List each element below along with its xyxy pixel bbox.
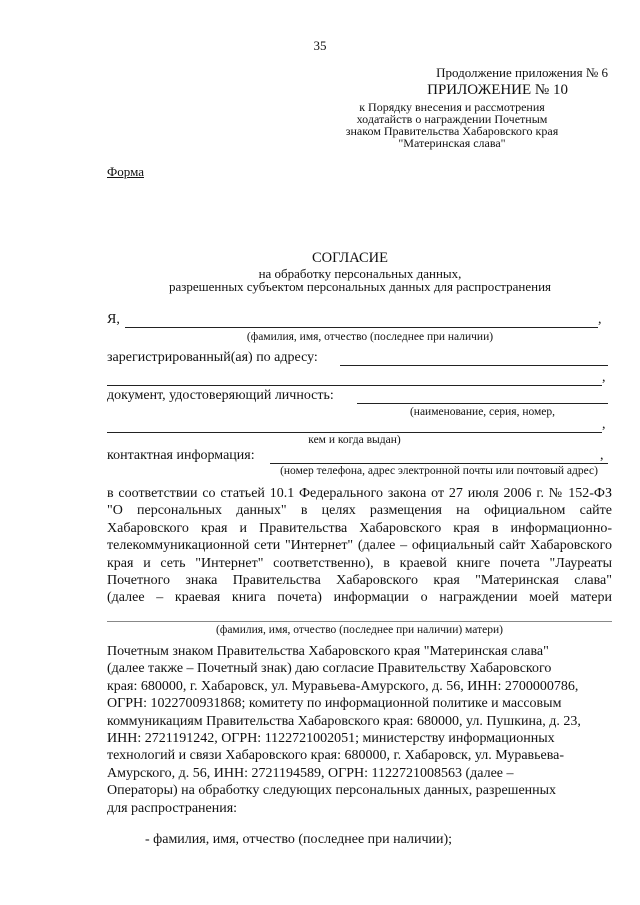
- paragraph-line: края: 680000, г. Хабаровск, ул. Муравьева-Амурского, д. 56, ИНН: 2700000786,: [107, 678, 579, 694]
- paragraph-line: ИНН: 2721191242, ОГРН: 1122721002051; министерству информационных: [107, 731, 555, 747]
- contact-hint: (номер телефона, адрес электронной почты или почтовый адрес): [280, 465, 598, 477]
- paragraph-line: (далее – краевая книга почета) информации о награждении моей матери: [107, 590, 612, 606]
- paragraph-line: Почетного знака Правительства Хабаровского края "Материнская слава": [107, 573, 612, 589]
- contact-label: контактная информация:: [107, 448, 255, 463]
- paragraph-line: края и сеть "Интернет" соответственно), в краевой книге почета "Лауреаты: [107, 555, 612, 571]
- consent-paragraph-1: [107, 485, 612, 607]
- address-field[interactable]: [340, 365, 608, 366]
- document-hint-issued: кем и когда выдан): [308, 434, 401, 446]
- paragraph-line: Операторы) на обработку следующих персональных данных, разрешенных: [107, 783, 557, 799]
- comma: ,: [600, 448, 604, 463]
- paragraph-line: для распространения:: [107, 800, 238, 816]
- address-field-line2[interactable]: [107, 385, 602, 386]
- appendix-subtitle-line: ходатайств о награждении Почетным: [356, 112, 548, 126]
- fio-field[interactable]: [125, 327, 598, 328]
- comma: ,: [598, 312, 602, 327]
- document-title: СОГЛАСИЕ: [311, 250, 389, 266]
- contact-field[interactable]: [270, 463, 608, 464]
- fio-hint: (фамилия, имя, отчество (последнее при наличии): [246, 331, 494, 343]
- consent-paragraph-2: [107, 643, 612, 817]
- document-label: документ, удостоверяющий личность:: [107, 388, 334, 403]
- paragraph-line: Хабаровского края и Правительства Хабаровского края в информационно-: [107, 520, 612, 536]
- mother-name-hint: (фамилия, имя, отчество (последнее при наличии) матери): [216, 624, 503, 636]
- document-hint: (наименование, серия, номер,: [409, 406, 556, 418]
- document-field-line2[interactable]: [107, 432, 602, 433]
- paragraph-line: коммуникациям Правительства Хабаровского края: 680000, ул. Пушкина, д. 23,: [107, 713, 581, 729]
- paragraph-line: "О персональных данных" в целях размещения на официальном сайте: [107, 503, 612, 519]
- continuation-note: Продолжение приложения № 6: [436, 65, 608, 80]
- paragraph-line: в соответствии со статьей 10.1 Федерального закона от 27 июля 2006 г. № 152-ФЗ: [107, 486, 612, 501]
- form-label: Форма: [107, 164, 144, 179]
- i-label: Я,: [107, 312, 120, 327]
- paragraph-line: Амурского, д. 56, ИНН: 2721194589, ОГРН: 1122721008563 (далее –: [107, 765, 514, 781]
- bullet-item: - фамилия, имя, отчество (последнее при наличии);: [145, 832, 453, 847]
- paragraph-line: телекоммуникационной сети "Интернет" (далее – официальный сайт Хабаровского: [107, 538, 612, 554]
- paragraph-line: (далее также – Почетный знак) даю согласие Правительству Хабаровского: [107, 661, 552, 677]
- comma: ,: [602, 370, 606, 385]
- appendix-title: ПРИЛОЖЕНИЕ № 10: [427, 82, 568, 98]
- document-subtitle-line: разрешенных субъектом персональных данных для распространения: [168, 279, 552, 294]
- paragraph-line: Почетным знаком Правительства Хабаровского края "Материнская слава": [107, 644, 549, 659]
- appendix-subtitle-line: "Материнская слава": [398, 136, 506, 150]
- page-number: 35: [313, 38, 327, 53]
- paragraph-line: технологий и связи Хабаровского края: 680000, г. Хабаровск, ул. Муравьева-: [107, 748, 565, 764]
- mother-name-field[interactable]: [107, 621, 612, 622]
- document-subtitle: [0, 267, 640, 293]
- appendix-subtitle-line: знаком Правительства Хабаровского края: [345, 124, 559, 138]
- address-label: зарегистрированный(ая) по адресу:: [107, 350, 318, 365]
- document-field[interactable]: [357, 403, 608, 404]
- paragraph-line: ОГРН: 1022700931868; комитету по информационной политике и массовым: [107, 696, 562, 712]
- appendix-subtitle: [302, 101, 602, 149]
- document-subtitle-line: на обработку персональных данных,: [258, 266, 462, 281]
- appendix-subtitle-line: к Порядку внесения и рассмотрения: [359, 100, 545, 114]
- comma: ,: [602, 417, 606, 432]
